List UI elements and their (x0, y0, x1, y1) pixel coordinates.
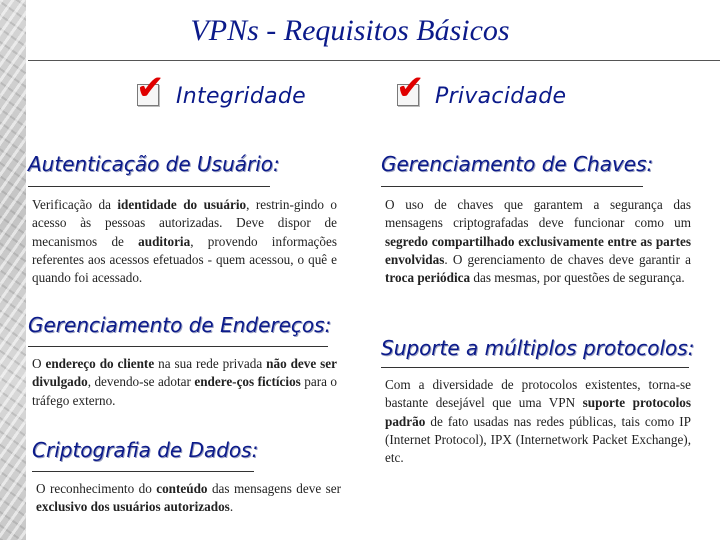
paragraph-protocolos (385, 376, 691, 467)
bold-text-run: suporte protocolos padrão (385, 395, 692, 429)
check-mark-icon: ✔ (396, 68, 425, 108)
text-run: na sua rede privada (154, 356, 267, 371)
bold-text-run: endere-ços fictícios (194, 374, 301, 390)
checkbox-integridade (136, 68, 165, 108)
bold-text-run: exclusivo dos usuários autorizados (36, 499, 230, 515)
text-run: das mesmas, por questões de segurança. (470, 270, 685, 286)
requirement-label-privacidade: Privacidade (435, 84, 567, 109)
bold-text-run: endereço do cliente (45, 356, 155, 371)
title-divider (28, 60, 720, 61)
text-run: Com a diversidade de protocolos existentes, torna-se bastante desejável que uma VPN (385, 377, 691, 411)
check-mark-icon: ✔ (136, 68, 165, 108)
heading-underline (381, 186, 643, 187)
heading-underline (28, 186, 270, 187)
text-run: O uso de chaves que garantem a segurança das mensagens criptografadas deve funcionar como um (385, 197, 691, 231)
text-run: . (229, 499, 234, 515)
checkbox-privacidade (396, 68, 425, 108)
heading-underline (28, 346, 328, 347)
bold-text-run: não deve ser divulgado (32, 356, 338, 390)
bold-text-run: conteúdo (156, 481, 208, 496)
paragraph-autenticacao (32, 196, 337, 287)
text-run: O reconhecimento do (36, 481, 157, 496)
paragraph-enderecos (32, 355, 337, 410)
text-run: de fato usadas nas redes públicas, tais como IP (Internet Protocol), IPX (Internetwork Packet Exchange), etc. (385, 413, 691, 466)
bold-text-run: segredo compartilhado exclusivamente entre as partes envolvidas (385, 233, 691, 267)
paragraph-chaves (385, 196, 691, 287)
heading-chaves: Gerenciamento de Chaves: (381, 152, 654, 176)
text-run: , devendo-se adotar (87, 374, 195, 390)
heading-underline (381, 367, 689, 368)
marble-border-decoration (0, 0, 26, 540)
heading-enderecos: Gerenciamento de Endereços: (28, 313, 332, 337)
text-run: Verificação da (32, 197, 118, 212)
heading-underline (32, 471, 254, 472)
text-run: , restrin-gindo o acesso às pessoas autorizadas. Deve dispor de mecanismos de (32, 197, 338, 249)
heading-autenticacao: Autenticação de Usuário: (28, 152, 280, 176)
heading-criptografia: Criptografia de Dados: (32, 438, 259, 462)
text-run: para o tráfego externo. (32, 374, 337, 408)
page-title: VPNs - Requisitos Básicos (190, 14, 510, 47)
text-run: O (32, 356, 46, 371)
paragraph-criptografia (36, 480, 341, 517)
text-run: , provendo informações referentes aos acessos efetuados - quem acessou, o quê e quando foi acessado. (32, 233, 337, 286)
bold-text-run: troca periódica (385, 270, 471, 286)
text-run: . O gerenciamento de chaves deve garantir a (444, 251, 691, 267)
requirement-label-integridade: Integridade (176, 84, 306, 109)
bold-text-run: auditoria (138, 233, 191, 249)
text-run: das mensagens deve ser (207, 481, 341, 496)
heading-protocolos: Suporte a múltiplos protocolos: (381, 336, 695, 360)
bold-text-run: identidade do usuário (117, 197, 247, 212)
